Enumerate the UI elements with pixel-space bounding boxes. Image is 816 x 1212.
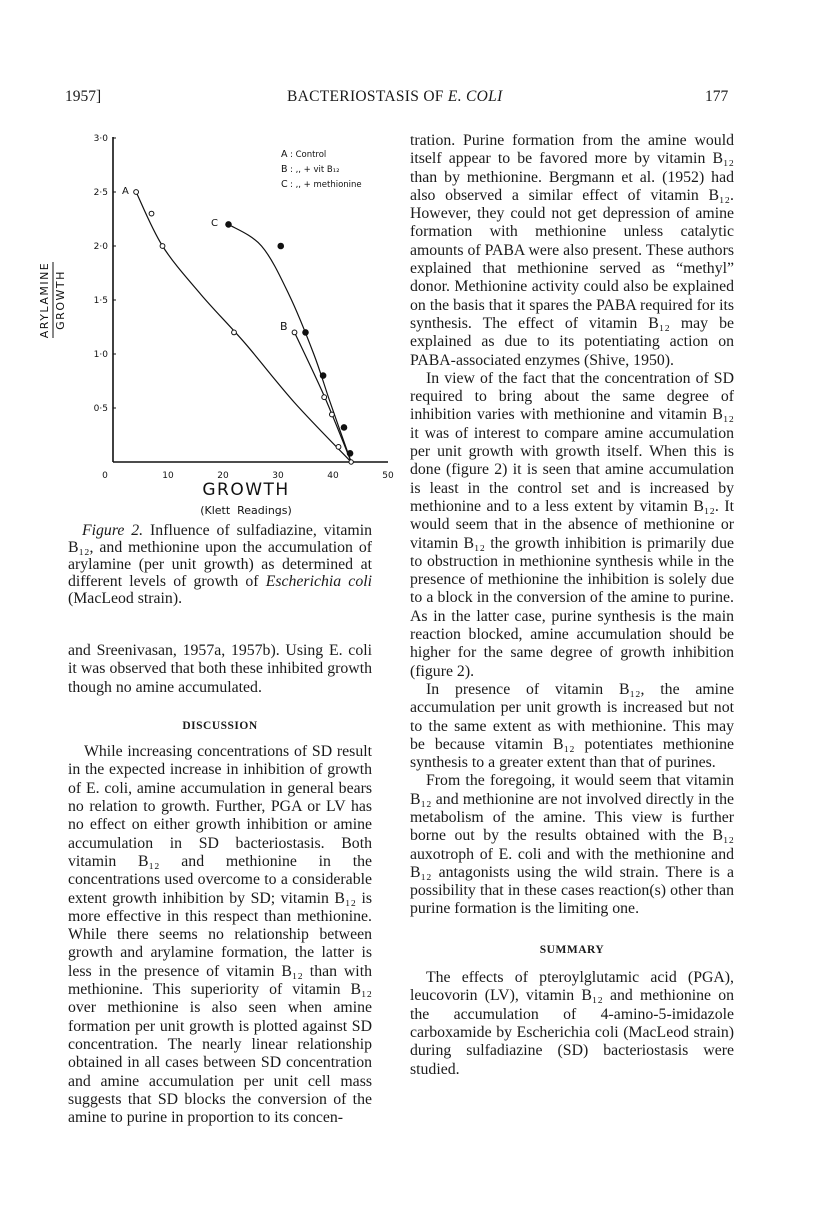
- data-point-a: [336, 444, 341, 449]
- page-number: 177: [705, 88, 729, 105]
- y-tick-label: 0·5: [93, 404, 108, 414]
- discussion-heading: DISCUSSION: [182, 719, 258, 732]
- data-point-c: [226, 222, 232, 228]
- legend-text: : ,, + methionine: [290, 180, 362, 190]
- summary-heading: SUMMARY: [539, 943, 605, 956]
- legend-text: : ,, + vit B₁₂: [290, 165, 340, 175]
- data-point-c: [320, 373, 326, 379]
- running-title-italic: E. COLI: [447, 88, 503, 105]
- series-label-a: A: [122, 186, 129, 197]
- data-point-convergence: [349, 460, 353, 464]
- x-tick-label: 30: [272, 471, 284, 481]
- data-point-a: [160, 244, 165, 249]
- x-tick-label: 40: [327, 471, 339, 481]
- data-point-b: [322, 395, 327, 400]
- series-line-c: [229, 224, 352, 462]
- y-tick-label: 2·0: [93, 242, 108, 252]
- continuation-paragraph: and Sreenivasan, 1957a, 1957b). Using E. coli it was observed that both these inhibited growth though no amine accumulated.: [68, 642, 372, 696]
- series-points: [134, 190, 354, 465]
- figure-caption: [68, 522, 372, 607]
- caption-end: (MacLeod strain).: [68, 590, 183, 607]
- summary-paragraph: The effects of pteroylglutamic acid (PGA), leucovorin (LV), vitamin B₁₂ and methionine on the accumulation of 4-amino-5-imidazole carboxamide by Escherichia coli (MacLeod strain) during sulfadiazine (SD) bacteriostasis were studied.: [410, 969, 734, 1078]
- y-label-denominator: GROWTH: [54, 270, 67, 330]
- data-point-a: [134, 190, 139, 195]
- y-tick-label: 1·0: [93, 350, 108, 360]
- y-tick-label: 2·5: [93, 188, 108, 198]
- data-point-b: [330, 412, 335, 417]
- data-point-a: [149, 211, 154, 216]
- discussion-paragraph-1: While increasing concentrations of SD result in the expected increase in inhibition of growth of E. coli, amine accumulation in general bears no relation to growth. Further, PGA or LV has no effect on either growth inhibition or amine accumulation in SD bacteriostasis. Both vitamin B₁₂ and methionine in the concentrations used overcome to a considerable extent growth inhibition by SD; vitamin B₁₂ is more effective in this respect than methionine. While there seems no relationship between growth and arylamine formation, the latter is less in the presence of vitamin B₁₂ than with methionine. This superiority of vitamin B₁₂ over methionine is also seen when amine formation per unit growth is plotted against SD concentration. The nearly linear relationship obtained in all cases between SD concentration and amine accumulation per unit cell mass suggests that SD blocks the conversion of the amine to purine in proportion to its concen-: [68, 743, 372, 1127]
- right-paragraph-3: In presence of vitamin B₁₂, the amine accumulation per unit growth is increased but not to the same extent as with methionine. This may be because vitamin B₁₂ potentiates methionine synthesis to a greater extent than that of purines.: [410, 680, 734, 772]
- running-title: [287, 88, 503, 106]
- data-point-c: [347, 451, 353, 457]
- legend-key: A: [281, 149, 288, 160]
- left-column: [68, 642, 372, 1127]
- x-tick-label: 0: [102, 471, 108, 481]
- figure-2-chart: [20, 120, 410, 517]
- legend-key: C: [281, 179, 288, 190]
- right-paragraph-2: In view of the fact that the concentration of SD required to bring about the same degree of inhibition varies with methionine and vitamin B₁₂ it was of interest to compare amine accumulation per unit growth with growth itself. When this is done (figure 2) it is seen that amine accumulation is least in the control set and is increased by methionine and to a less extent by vitamin B₁₂. It would seem that in the absence of methionine or vitamin B₁₂ the growth inhibition is primarily due to obstruction in methionine synthesis while in the presence of methionine the inhibition is solely due to a block in the conversion of the amine to purine. As in the latter case, purine synthesis is the main reaction blocked, amine accumulation should be higher for the same degree of growth inhibition (figure 2).: [410, 369, 734, 680]
- data-point-c: [341, 425, 347, 431]
- legend: [281, 149, 362, 190]
- right-paragraph-4: From the foregoing, it would seem that vitamin B₁₂ and methionine are not involved directly in the metabolism of the amine. This view is further borne out by the results obtained with the B₁₂ auxotroph of E. coli and with the methionine and B₁₂ antagonists using the wild strain. There is a possibility that in these cases reaction(s) other than purine formation is the limiting one.: [410, 772, 734, 918]
- series-lines: [136, 192, 351, 462]
- running-head: [0, 88, 816, 112]
- data-point-b: [292, 330, 297, 335]
- y-tick-label: 3·0: [93, 134, 108, 144]
- caption-label: Figure 2.: [82, 522, 144, 539]
- y-tick-label: 1·5: [93, 296, 108, 306]
- x-axis-label: GROWTH: [202, 480, 290, 500]
- right-column: [410, 132, 734, 1079]
- x-tick-label: 20: [217, 471, 229, 481]
- x-tick-label: 10: [162, 471, 174, 481]
- data-point-a: [232, 330, 237, 335]
- running-title-text: BACTERIOSTASIS OF: [287, 88, 444, 105]
- y-axis-label: [38, 262, 67, 339]
- series-label-b: B: [280, 320, 288, 333]
- x-tick-label: 50: [382, 471, 394, 481]
- legend-text: : Control: [290, 150, 327, 160]
- right-paragraph-1: tration. Purine formation from the amine would itself appear to be favored more by vitamin B₁₂ than by methionine. Bergmann et al. (1952) had also observed a similar effect of vitamin B₁₂. However, they could not get depression of amine formation with methionine unless catalytic amounts of PABA were also present. These authors explained that methionine served as “methyl” donor. Methionine activity could also be explained on the basis that it spares the PABA required for its synthesis. The effect of vitamin B₁₂ may be explained as due to its potentiating action on PABA-associated enzymes (Shive, 1950).: [410, 132, 734, 369]
- data-point-c: [278, 243, 284, 249]
- caption-text: Influence of sulfadiazine, vitamin B₁₂, and methionine upon the accumulation of arylamine (per unit growth) as determined at different levels of growth of: [68, 522, 372, 590]
- series-label-c: C: [211, 218, 218, 229]
- y-label-numerator: ARYLAMINE: [38, 261, 51, 339]
- caption-species: Escherichia coli: [265, 573, 372, 590]
- x-axis-sublabel: (Klett Readings): [200, 504, 292, 517]
- legend-key: B: [281, 164, 288, 175]
- data-point-c: [303, 330, 309, 336]
- journal-year: 1957]: [65, 88, 102, 105]
